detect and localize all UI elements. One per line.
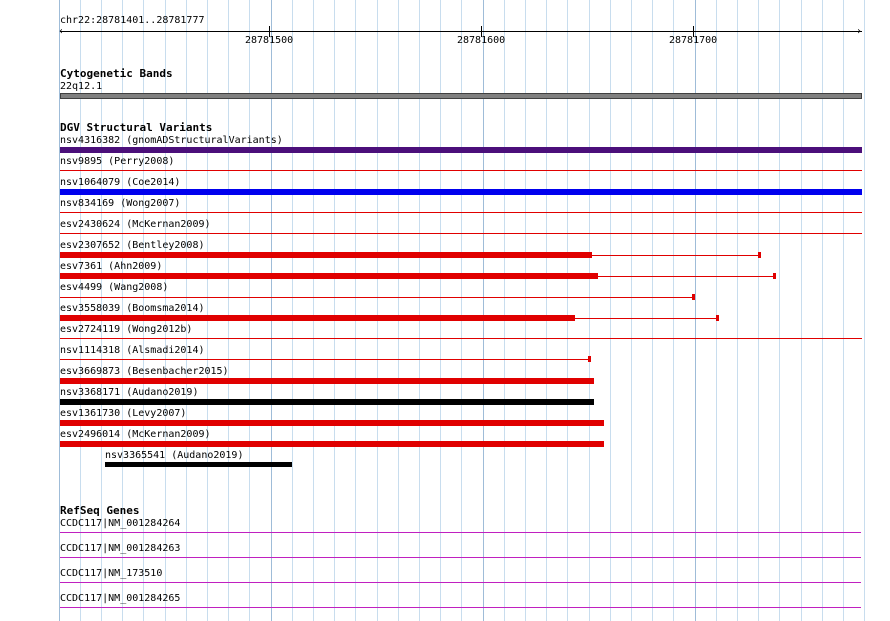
gene-intron-line[interactable] xyxy=(60,557,861,558)
variant-bar-nsv3368171[interactable] xyxy=(60,399,594,405)
variant-bar-esv7361[interactable] xyxy=(60,273,598,279)
variant-label: nsv4316382 (gnomADStructuralVariants) xyxy=(60,135,283,146)
ruler-tick-label: 28781700 xyxy=(669,35,718,46)
variant-label: esv2307652 (Bentley2008) xyxy=(60,240,205,251)
variant-label: esv2724119 (Wong2012b) xyxy=(60,324,193,335)
variant-bar-nsv834169[interactable] xyxy=(60,212,862,213)
variant-bar-esv3669873[interactable] xyxy=(60,378,594,384)
variant-uncertain-extent xyxy=(598,276,774,277)
cytoband-track-title[interactable]: Cytogenetic Bands xyxy=(60,67,173,80)
variant-bar-esv2430624[interactable] xyxy=(60,233,862,234)
dgv-track-title[interactable]: DGV Structural Variants xyxy=(60,121,213,134)
variant-bar-esv1361730[interactable] xyxy=(60,420,604,426)
variant-label: esv3669873 (Besenbacher2015) xyxy=(60,366,229,377)
variant-label: esv1361730 (Levy2007) xyxy=(60,408,187,419)
locus-label: chr22:28781401..28781777 xyxy=(60,15,205,26)
variant-endcap xyxy=(588,356,591,362)
variant-label: nsv3365541 (Audano2019) xyxy=(105,450,244,461)
variant-bar-esv2496014[interactable] xyxy=(60,441,604,447)
ruler-left-arrow-icon: ‹ xyxy=(58,26,65,37)
grid-line xyxy=(864,0,865,621)
variant-label: nsv3368171 (Audano2019) xyxy=(60,387,199,398)
variant-label: nsv834169 (Wong2007) xyxy=(60,198,181,209)
variant-bar-esv3558039[interactable] xyxy=(60,315,575,321)
gene-label: CCDC117|NM_173510 xyxy=(60,568,163,579)
variant-label: esv4499 (Wang2008) xyxy=(60,282,169,293)
ruler-tick-label: 28781500 xyxy=(245,35,294,46)
gene-label: CCDC117|NM_001284263 xyxy=(60,543,181,554)
variant-endcap xyxy=(758,252,761,258)
variant-bar-esv4499[interactable] xyxy=(60,297,692,298)
variant-bar-nsv4316382[interactable] xyxy=(60,147,862,153)
variant-bar-nsv9895[interactable] xyxy=(60,170,862,171)
variant-label: nsv1114318 (Alsmadi2014) xyxy=(60,345,205,356)
cytoband-label: 22q12.1 xyxy=(60,81,103,92)
variant-uncertain-extent xyxy=(592,255,759,256)
variant-uncertain-extent xyxy=(575,318,717,319)
variant-endcap xyxy=(716,315,719,321)
variant-bar-esv2724119[interactable] xyxy=(60,338,862,339)
variant-label: esv2430624 (McKernan2009) xyxy=(60,219,211,230)
gene-label: CCDC117|NM_001284264 xyxy=(60,518,181,529)
variant-label: nsv9895 (Perry2008) xyxy=(60,156,175,167)
gene-label: CCDC117|NM_001284265 xyxy=(60,593,181,604)
gene-intron-line[interactable] xyxy=(60,607,861,608)
ruler-tick-label: 28781600 xyxy=(457,35,506,46)
refseq-track-title[interactable]: RefSeq Genes xyxy=(60,504,140,517)
ruler-axis[interactable] xyxy=(60,31,862,32)
variant-endcap xyxy=(773,273,776,279)
variant-bar-esv2307652[interactable] xyxy=(60,252,592,258)
gene-intron-line[interactable] xyxy=(60,582,861,583)
variant-bar-nsv3365541[interactable] xyxy=(105,462,292,467)
variant-label: nsv1064079 (Coe2014) xyxy=(60,177,181,188)
variant-label: esv2496014 (McKernan2009) xyxy=(60,429,211,440)
variant-bar-nsv1114318[interactable] xyxy=(60,359,589,360)
variant-label: esv7361 (Ahn2009) xyxy=(60,261,163,272)
variant-endcap xyxy=(692,294,695,300)
gene-intron-line[interactable] xyxy=(60,532,861,533)
variant-label: esv3558039 (Boomsma2014) xyxy=(60,303,205,314)
ruler-right-arrow-icon: › xyxy=(856,26,863,37)
variant-bar-nsv1064079[interactable] xyxy=(60,189,862,195)
cytoband-bar[interactable] xyxy=(60,93,862,99)
